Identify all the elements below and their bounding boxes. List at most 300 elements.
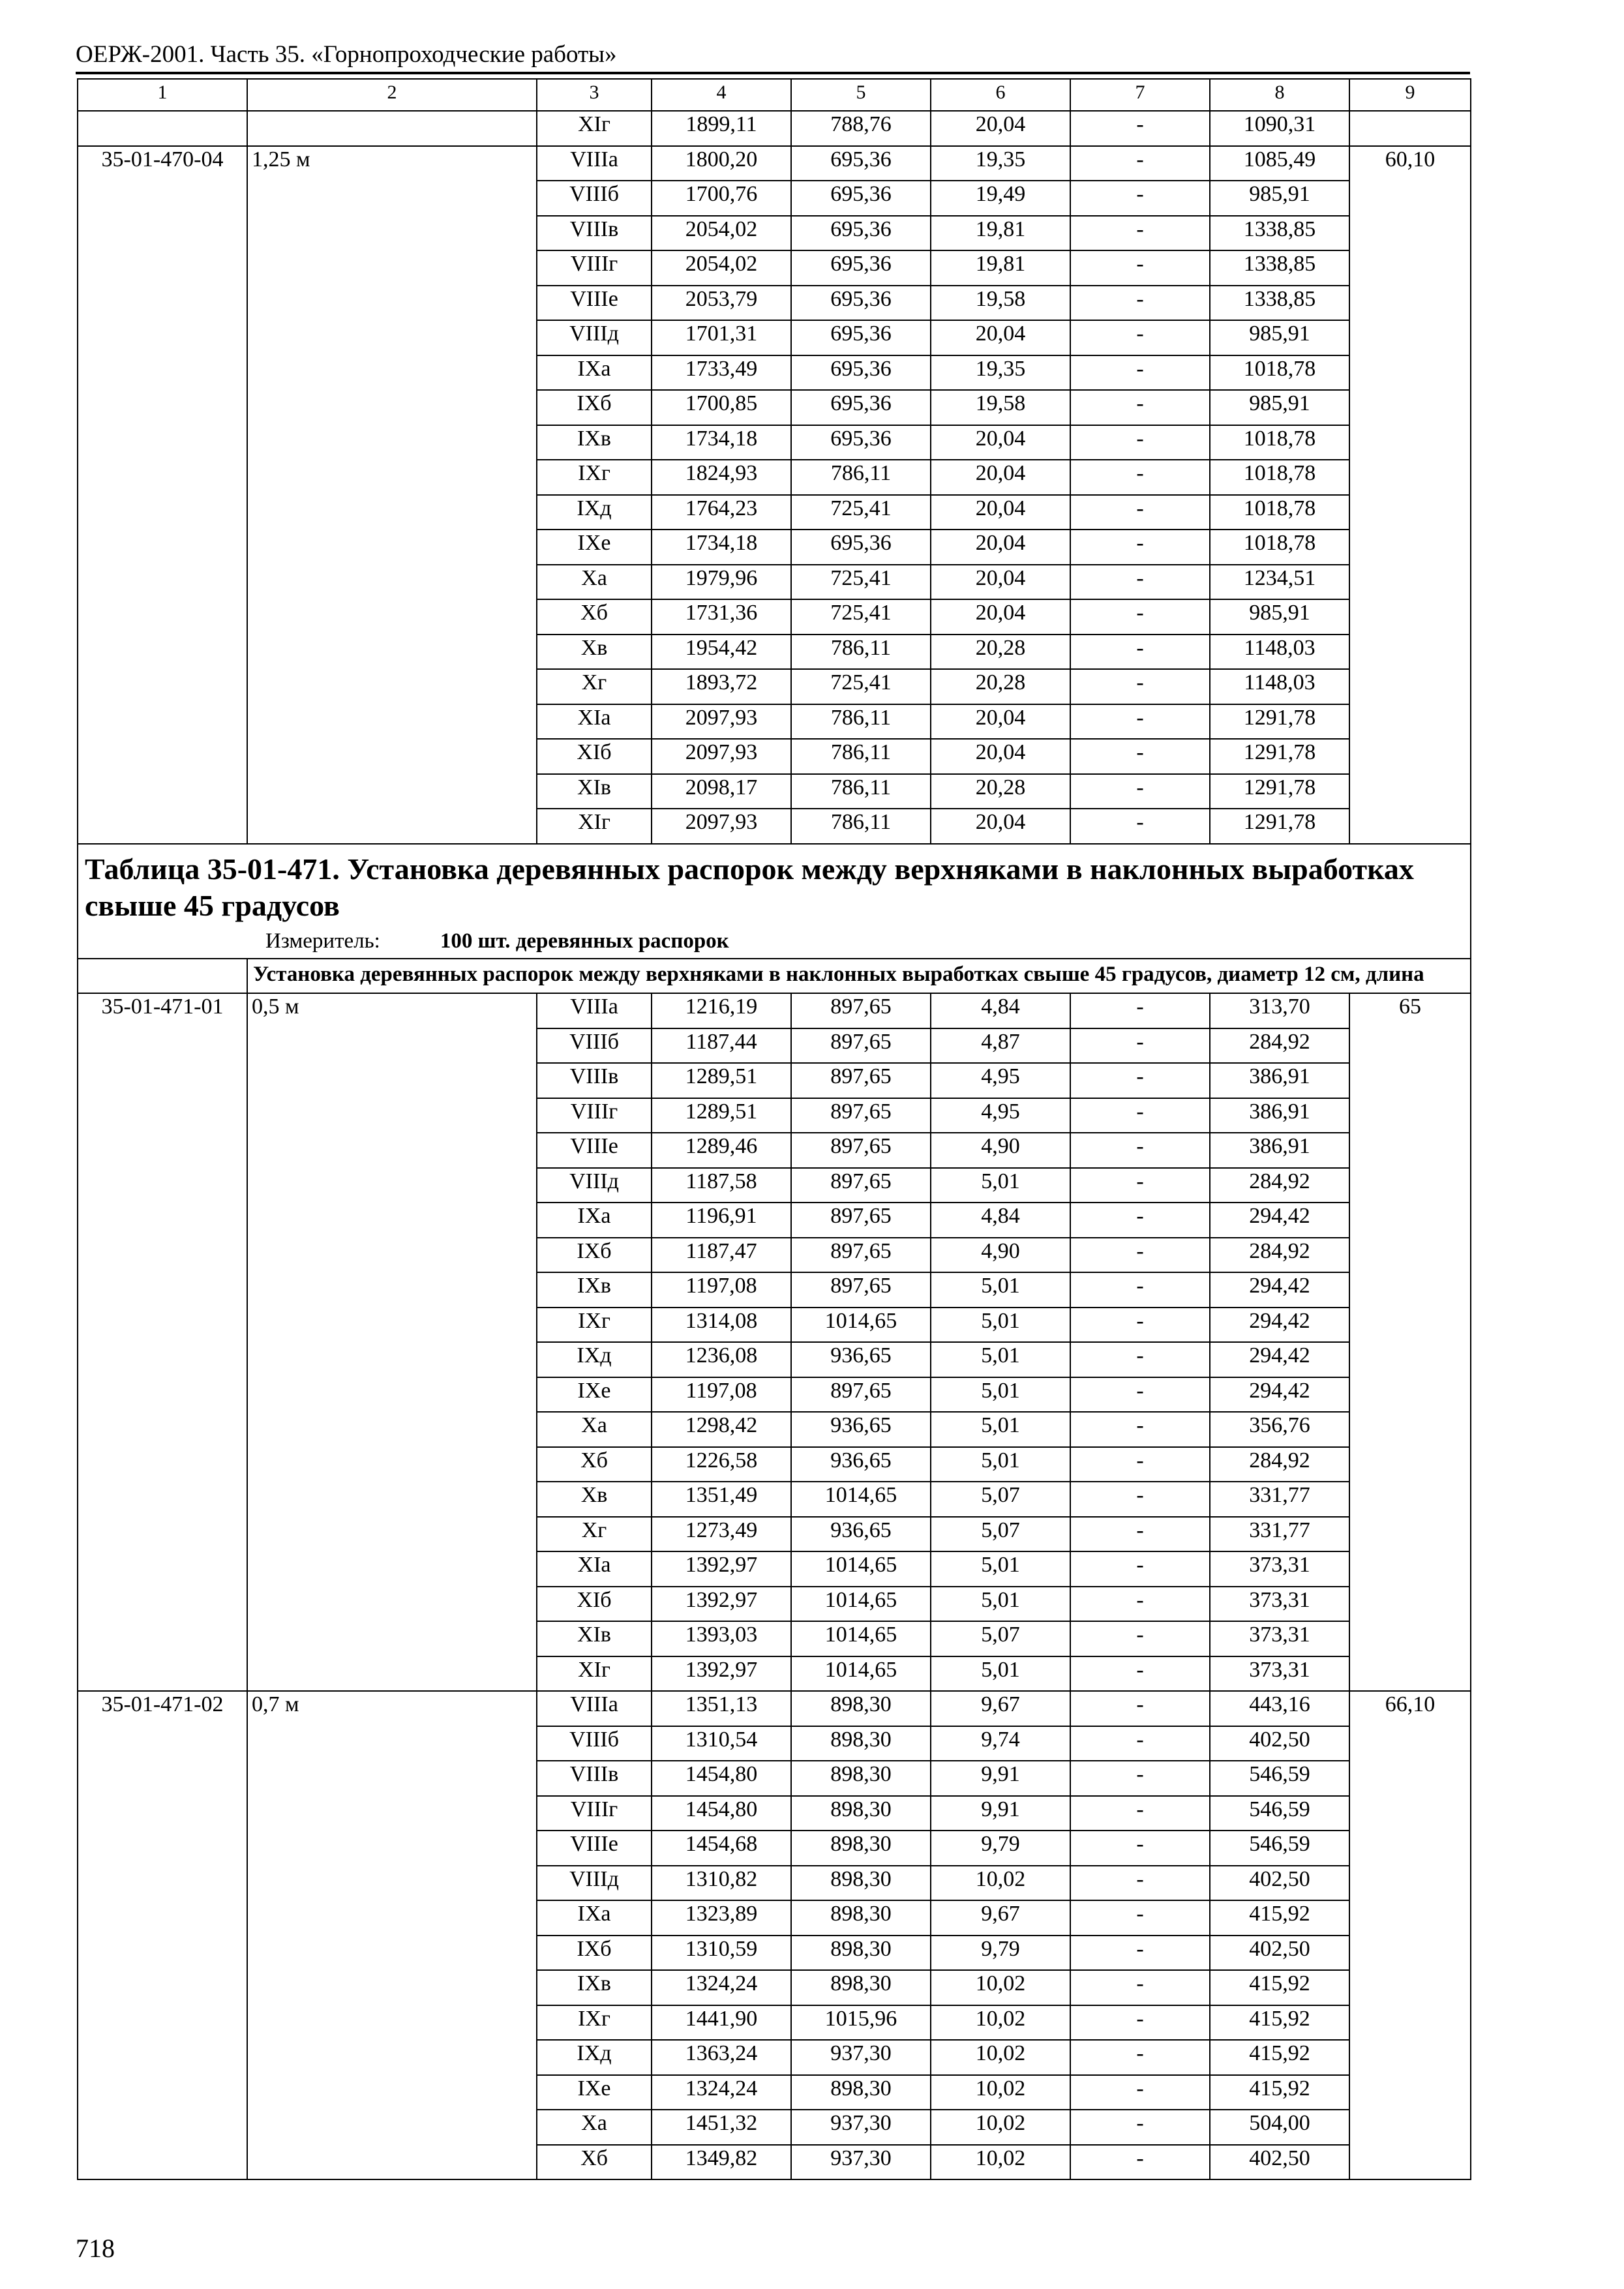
table-cell: 284,92 (1210, 1168, 1349, 1203)
table-cell: 1226,58 (652, 1447, 791, 1482)
table-cell: 1289,51 (652, 1063, 791, 1098)
table-cell: 4,90 (931, 1133, 1070, 1168)
table-cell: 20,04 (931, 495, 1070, 530)
table-cell: 1310,54 (652, 1726, 791, 1761)
table-cell: VIIIа (537, 1691, 652, 1726)
table-cell: 4,84 (931, 1203, 1070, 1238)
table-cell: 20,28 (931, 774, 1070, 809)
table-cell: - (1070, 1726, 1210, 1761)
table-cell: 1451,32 (652, 2110, 791, 2145)
table-cell: - (1070, 1447, 1210, 1482)
table-cell: 4,95 (931, 1098, 1070, 1133)
table-cell: - (1070, 1412, 1210, 1447)
table-cell: IXб (537, 390, 652, 425)
table-body (78, 79, 1471, 2179)
rate-col9: 60,10 (1349, 146, 1471, 844)
table-cell: 1800,20 (652, 146, 791, 181)
table-cell: 985,91 (1210, 181, 1349, 216)
table-cell: 1196,91 (652, 1203, 791, 1238)
table-cell: 1392,97 (652, 1587, 791, 1622)
table-cell: 695,36 (791, 146, 931, 181)
table-cell: 1018,78 (1210, 460, 1349, 495)
table-cell: 386,91 (1210, 1098, 1349, 1133)
table-cell: 294,42 (1210, 1308, 1349, 1343)
table-cell: 1187,47 (652, 1238, 791, 1273)
table-cell: - (1070, 1970, 1210, 2005)
table-cell: 937,30 (791, 2110, 931, 2145)
table-cell: 1273,49 (652, 1517, 791, 1552)
table-cell: 786,11 (791, 704, 931, 740)
table-cell: - (1070, 250, 1210, 286)
table-cell: 1291,78 (1210, 704, 1349, 740)
table-subtitle-row (78, 959, 1471, 994)
table-cell: 1187,58 (652, 1168, 791, 1203)
table-cell: 898,30 (791, 1970, 931, 2005)
table-cell: - (1070, 1028, 1210, 1064)
table-cell: 1090,31 (1210, 111, 1349, 146)
table-cell: - (1070, 1063, 1210, 1098)
table-cell: 5,01 (931, 1308, 1070, 1343)
table-cell: - (1070, 1866, 1210, 1901)
table-cell: 2053,79 (652, 286, 791, 321)
table-cell: - (1070, 1831, 1210, 1866)
table-cell: 20,04 (931, 320, 1070, 355)
table-cell: IXд (537, 495, 652, 530)
table-cell: Xг (537, 1517, 652, 1552)
table-cell: 5,01 (931, 1587, 1070, 1622)
table-cell: Xб (537, 599, 652, 635)
table-cell: - (1070, 320, 1210, 355)
table-cell: 1454,80 (652, 1796, 791, 1831)
column-number: 1 (78, 79, 247, 111)
table-cell: - (1070, 111, 1210, 146)
table-cell: 1289,51 (652, 1098, 791, 1133)
table-cell: 786,11 (791, 809, 931, 844)
table-cell: - (1070, 2110, 1210, 2145)
table-cell: VIIIг (537, 1796, 652, 1831)
measure-label: Измеритель: (265, 929, 380, 953)
table-cell: 4,87 (931, 1028, 1070, 1064)
table-subtitle: Установка деревянных распорок между верхняками в наклонных выработках свыше 45 градусов, диаметр 12 см, длина (247, 959, 1471, 994)
table-cell: 546,59 (1210, 1831, 1349, 1866)
table-cell: 786,11 (791, 635, 931, 670)
table-cell: 695,36 (791, 425, 931, 460)
table-cell: 897,65 (791, 993, 931, 1028)
table-row (78, 1691, 1471, 1726)
table-cell: Xб (537, 2145, 652, 2180)
table-cell: 725,41 (791, 565, 931, 600)
table-cell: 1018,78 (1210, 495, 1349, 530)
table-cell: 1349,82 (652, 2145, 791, 2180)
table-cell: 1216,19 (652, 993, 791, 1028)
table-cell: VIIIг (537, 1098, 652, 1133)
table-cell: 5,01 (931, 1412, 1070, 1447)
table-cell: IXа (537, 355, 652, 391)
table-cell: VIIIд (537, 1866, 652, 1901)
table-cell: 5,07 (931, 1621, 1070, 1656)
table-cell: XIб (537, 739, 652, 774)
column-number: 6 (931, 79, 1070, 111)
column-number: 3 (537, 79, 652, 111)
table-cell: 1014,65 (791, 1587, 931, 1622)
table-cell: 1351,49 (652, 1482, 791, 1517)
table-cell: 898,30 (791, 1691, 931, 1726)
table-cell: 331,77 (1210, 1517, 1349, 1552)
table-cell: 415,92 (1210, 2075, 1349, 2110)
table-cell: 5,07 (931, 1517, 1070, 1552)
table-cell: 1324,24 (652, 1970, 791, 2005)
table-cell: 898,30 (791, 1831, 931, 1866)
rate-size: 0,5 м (247, 993, 537, 1691)
table-cell: - (1070, 530, 1210, 565)
table-cell: IXв (537, 1970, 652, 2005)
table-cell: 1700,85 (652, 390, 791, 425)
table-cell: 985,91 (1210, 320, 1349, 355)
table-cell: 1351,13 (652, 1691, 791, 1726)
table-cell: 386,91 (1210, 1133, 1349, 1168)
table-cell: 4,90 (931, 1238, 1070, 1273)
table-cell: 415,92 (1210, 2005, 1349, 2041)
table-cell: 936,65 (791, 1447, 931, 1482)
table-cell: 897,65 (791, 1063, 931, 1098)
table-cell: 20,04 (931, 739, 1070, 774)
table-cell: - (1070, 425, 1210, 460)
table-cell: 5,01 (931, 1272, 1070, 1308)
table-cell: 10,02 (931, 1866, 1070, 1901)
table-cell: - (1070, 2005, 1210, 2041)
table-cell: 546,59 (1210, 1796, 1349, 1831)
table-cell: Xв (537, 1482, 652, 1517)
table-cell: 402,50 (1210, 1866, 1349, 1901)
table-cell: 695,36 (791, 250, 931, 286)
table-cell: 937,30 (791, 2040, 931, 2075)
table-cell: 9,67 (931, 1691, 1070, 1726)
table-cell: - (1070, 355, 1210, 391)
table-cell: Xг (537, 669, 652, 704)
table-cell: 546,59 (1210, 1761, 1349, 1796)
table-cell: 1893,72 (652, 669, 791, 704)
table-cell: 20,04 (931, 111, 1070, 146)
table-cell: - (1070, 1621, 1210, 1656)
table-cell: VIIIе (537, 1831, 652, 1866)
column-number: 9 (1349, 79, 1471, 111)
table-cell: 695,36 (791, 181, 931, 216)
table-cell: 373,31 (1210, 1551, 1349, 1587)
table-cell: 1338,85 (1210, 250, 1349, 286)
table-cell: 897,65 (791, 1272, 931, 1308)
table-cell: IXб (537, 1238, 652, 1273)
table-cell: 1197,08 (652, 1377, 791, 1413)
measure-value: 100 шт. деревянных распорок (440, 929, 729, 953)
table-cell: 19,58 (931, 390, 1070, 425)
table-cell: 9,79 (931, 1936, 1070, 1971)
table-cell: 1148,03 (1210, 635, 1349, 670)
rate-code: 35-01-471-02 (78, 1691, 247, 2179)
table-cell: 20,28 (931, 669, 1070, 704)
table-cell: - (1070, 1936, 1210, 1971)
rate-size: 0,7 м (247, 1691, 537, 2179)
rate-size: 1,25 м (247, 146, 537, 844)
table-cell: VIIIб (537, 1028, 652, 1064)
running-header: ОЕРЖ-2001. Часть 35. «Горнопроходческие работы» (76, 41, 617, 68)
table-cell: IXд (537, 1342, 652, 1377)
table-cell: - (1070, 2145, 1210, 2180)
table-cell: 10,02 (931, 2145, 1070, 2180)
table-row (78, 993, 1471, 1028)
table-cell: 1291,78 (1210, 774, 1349, 809)
table-cell: - (1070, 993, 1210, 1028)
table-cell: 19,35 (931, 355, 1070, 391)
table-cell: 1734,18 (652, 530, 791, 565)
table-cell (78, 959, 247, 994)
table-cell: 1338,85 (1210, 216, 1349, 251)
table-cell: 402,50 (1210, 1726, 1349, 1761)
table-cell: 898,30 (791, 1796, 931, 1831)
table-cell: 19,49 (931, 181, 1070, 216)
table-cell: 373,31 (1210, 1656, 1349, 1692)
table-cell: 897,65 (791, 1098, 931, 1133)
table-cell: 19,58 (931, 286, 1070, 321)
table-cell: 331,77 (1210, 1482, 1349, 1517)
table-cell: 20,04 (931, 425, 1070, 460)
table-title-row (78, 844, 1471, 959)
table-cell: 20,04 (931, 460, 1070, 495)
table-cell: 786,11 (791, 774, 931, 809)
table-cell: 695,36 (791, 320, 931, 355)
table-cell: 1363,24 (652, 2040, 791, 2075)
table-cell: 19,81 (931, 250, 1070, 286)
table-row (78, 146, 1471, 181)
table-cell: 1824,93 (652, 460, 791, 495)
table-cell: - (1070, 216, 1210, 251)
table-cell: 786,11 (791, 739, 931, 774)
table-cell: - (1070, 1203, 1210, 1238)
table-cell: 1454,80 (652, 1761, 791, 1796)
table-cell: - (1070, 599, 1210, 635)
table-cell: 725,41 (791, 495, 931, 530)
table-cell: 2097,93 (652, 739, 791, 774)
table-cell: 402,50 (1210, 1936, 1349, 1971)
table-cell: 1197,08 (652, 1272, 791, 1308)
table-cell: - (1070, 1133, 1210, 1168)
table-cell: - (1070, 739, 1210, 774)
table-cell: 1899,11 (652, 111, 791, 146)
table-cell: VIIIв (537, 1761, 652, 1796)
table-cell: 898,30 (791, 1726, 931, 1761)
table-cell: 897,65 (791, 1377, 931, 1413)
table-cell: 1324,24 (652, 2075, 791, 2110)
table-cell: 5,01 (931, 1656, 1070, 1692)
table-row (78, 111, 1471, 146)
table-cell: 2054,02 (652, 250, 791, 286)
table-cell: Xа (537, 2110, 652, 2145)
table-cell: IXв (537, 425, 652, 460)
table-cell: 1954,42 (652, 635, 791, 670)
rate-code: 35-01-470-04 (78, 146, 247, 844)
table-cell: 5,01 (931, 1377, 1070, 1413)
table-cell: 1289,46 (652, 1133, 791, 1168)
table-cell: 2097,93 (652, 809, 791, 844)
table-cell: 898,30 (791, 1936, 931, 1971)
table-cell: IXа (537, 1203, 652, 1238)
table-cell: 5,07 (931, 1482, 1070, 1517)
table-cell: - (1070, 286, 1210, 321)
table-cell: 1700,76 (652, 181, 791, 216)
table-title: Таблица 35-01-471. Установка деревянных распорок между верхняками в наклонных выработках свыше 45 градусов (85, 852, 1414, 922)
table-cell: 1014,65 (791, 1656, 931, 1692)
table-cell: IXг (537, 460, 652, 495)
column-number: 7 (1070, 79, 1210, 111)
table-cell: VIIIд (537, 1168, 652, 1203)
table-title-cell (78, 844, 1471, 959)
table-cell: - (1070, 1761, 1210, 1796)
table-cell: 2097,93 (652, 704, 791, 740)
table-cell: XIв (537, 774, 652, 809)
column-number: 8 (1210, 79, 1349, 111)
table-cell: - (1070, 1482, 1210, 1517)
table-cell: - (1070, 1308, 1210, 1343)
table-cell: - (1070, 1098, 1210, 1133)
table-cell: IXд (537, 2040, 652, 2075)
table-cell: XIа (537, 1551, 652, 1587)
table-cell: 1018,78 (1210, 355, 1349, 391)
table-cell: 1015,96 (791, 2005, 931, 2041)
table-cell: Xа (537, 565, 652, 600)
table-cell: 1014,65 (791, 1482, 931, 1517)
table-cell: 1298,42 (652, 1412, 791, 1447)
table-cell: - (1070, 1900, 1210, 1936)
table-cell: 5,01 (931, 1168, 1070, 1203)
table-cell: 897,65 (791, 1028, 931, 1064)
rate-col9: 66,10 (1349, 1691, 1471, 2179)
table-cell: - (1070, 704, 1210, 740)
table-cell: VIIIв (537, 216, 652, 251)
table-cell: 897,65 (791, 1203, 931, 1238)
table-cell: 284,92 (1210, 1028, 1349, 1064)
column-number-row (78, 79, 1471, 111)
table-cell: 284,92 (1210, 1238, 1349, 1273)
table-cell: XIб (537, 1587, 652, 1622)
table-cell: - (1070, 1272, 1210, 1308)
table-cell: - (1070, 2040, 1210, 2075)
table-cell: 1393,03 (652, 1621, 791, 1656)
table-cell: 1085,49 (1210, 146, 1349, 181)
table-cell: 20,28 (931, 635, 1070, 670)
table-cell: 5,01 (931, 1551, 1070, 1587)
table-cell: - (1070, 146, 1210, 181)
table-cell: 1236,08 (652, 1342, 791, 1377)
table-cell: 10,02 (931, 2110, 1070, 2145)
table-cell: 2098,17 (652, 774, 791, 809)
table-cell: 1701,31 (652, 320, 791, 355)
table-cell (247, 111, 537, 146)
table-cell: 936,65 (791, 1342, 931, 1377)
table-cell: 415,92 (1210, 1970, 1349, 2005)
table-cell: 936,65 (791, 1412, 931, 1447)
table-cell: - (1070, 669, 1210, 704)
table-cell: 373,31 (1210, 1621, 1349, 1656)
table-cell: 20,04 (931, 599, 1070, 635)
table-cell: Xв (537, 635, 652, 670)
table-cell: 294,42 (1210, 1272, 1349, 1308)
table-cell (1349, 111, 1471, 146)
table-cell: VIIIе (537, 1133, 652, 1168)
table-cell: 725,41 (791, 599, 931, 635)
table-cell: - (1070, 181, 1210, 216)
table-cell: 898,30 (791, 1866, 931, 1901)
table-cell: 20,04 (931, 565, 1070, 600)
table-cell: 1731,36 (652, 599, 791, 635)
table-cell: 937,30 (791, 2145, 931, 2180)
table-cell: - (1070, 390, 1210, 425)
table-cell: IXе (537, 1377, 652, 1413)
table-cell: 1014,65 (791, 1621, 931, 1656)
table-cell: 1392,97 (652, 1656, 791, 1692)
table-cell: - (1070, 1517, 1210, 1552)
table-cell: 1014,65 (791, 1308, 931, 1343)
table-cell: 936,65 (791, 1517, 931, 1552)
table-cell: 695,36 (791, 216, 931, 251)
table-cell: 1392,97 (652, 1551, 791, 1587)
rates-table (77, 78, 1471, 2180)
table-cell: - (1070, 1551, 1210, 1587)
table-cell (78, 111, 247, 146)
table-cell: 415,92 (1210, 1900, 1349, 1936)
table-cell: 1310,59 (652, 1936, 791, 1971)
table-cell: - (1070, 565, 1210, 600)
table-cell: 9,91 (931, 1796, 1070, 1831)
table-cell: 356,76 (1210, 1412, 1349, 1447)
table-cell: 898,30 (791, 1900, 931, 1936)
table-cell: 1018,78 (1210, 425, 1349, 460)
table-cell: 294,42 (1210, 1342, 1349, 1377)
table-cell: 1234,51 (1210, 565, 1349, 600)
table-cell: XIг (537, 1656, 652, 1692)
table-cell: 1014,65 (791, 1551, 931, 1587)
table-cell: 9,91 (931, 1761, 1070, 1796)
table-cell: IXе (537, 2075, 652, 2110)
table-cell: - (1070, 460, 1210, 495)
table-cell: 1979,96 (652, 565, 791, 600)
table-cell: 20,04 (931, 809, 1070, 844)
column-number: 4 (652, 79, 791, 111)
table-cell: 284,92 (1210, 1447, 1349, 1482)
column-number: 5 (791, 79, 931, 111)
table-cell: IXб (537, 1936, 652, 1971)
table-cell: - (1070, 774, 1210, 809)
table-cell: 9,74 (931, 1726, 1070, 1761)
table-cell: 20,04 (931, 704, 1070, 740)
table-cell: VIIIе (537, 286, 652, 321)
table-cell: - (1070, 2075, 1210, 2110)
table-cell: 1291,78 (1210, 739, 1349, 774)
table-cell: VIIIа (537, 146, 652, 181)
table-cell: 9,67 (931, 1900, 1070, 1936)
table-cell: 1454,68 (652, 1831, 791, 1866)
table-cell: - (1070, 1656, 1210, 1692)
table-cell: 897,65 (791, 1133, 931, 1168)
table-cell: 1338,85 (1210, 286, 1349, 321)
table-cell: 1314,08 (652, 1308, 791, 1343)
table-cell: 898,30 (791, 1761, 931, 1796)
table-cell: IXг (537, 1308, 652, 1343)
table-cell: 786,11 (791, 460, 931, 495)
table-cell: 985,91 (1210, 390, 1349, 425)
table-cell: XIг (537, 809, 652, 844)
measure-line (85, 927, 1462, 955)
table-cell: - (1070, 1796, 1210, 1831)
table-cell: 1733,49 (652, 355, 791, 391)
